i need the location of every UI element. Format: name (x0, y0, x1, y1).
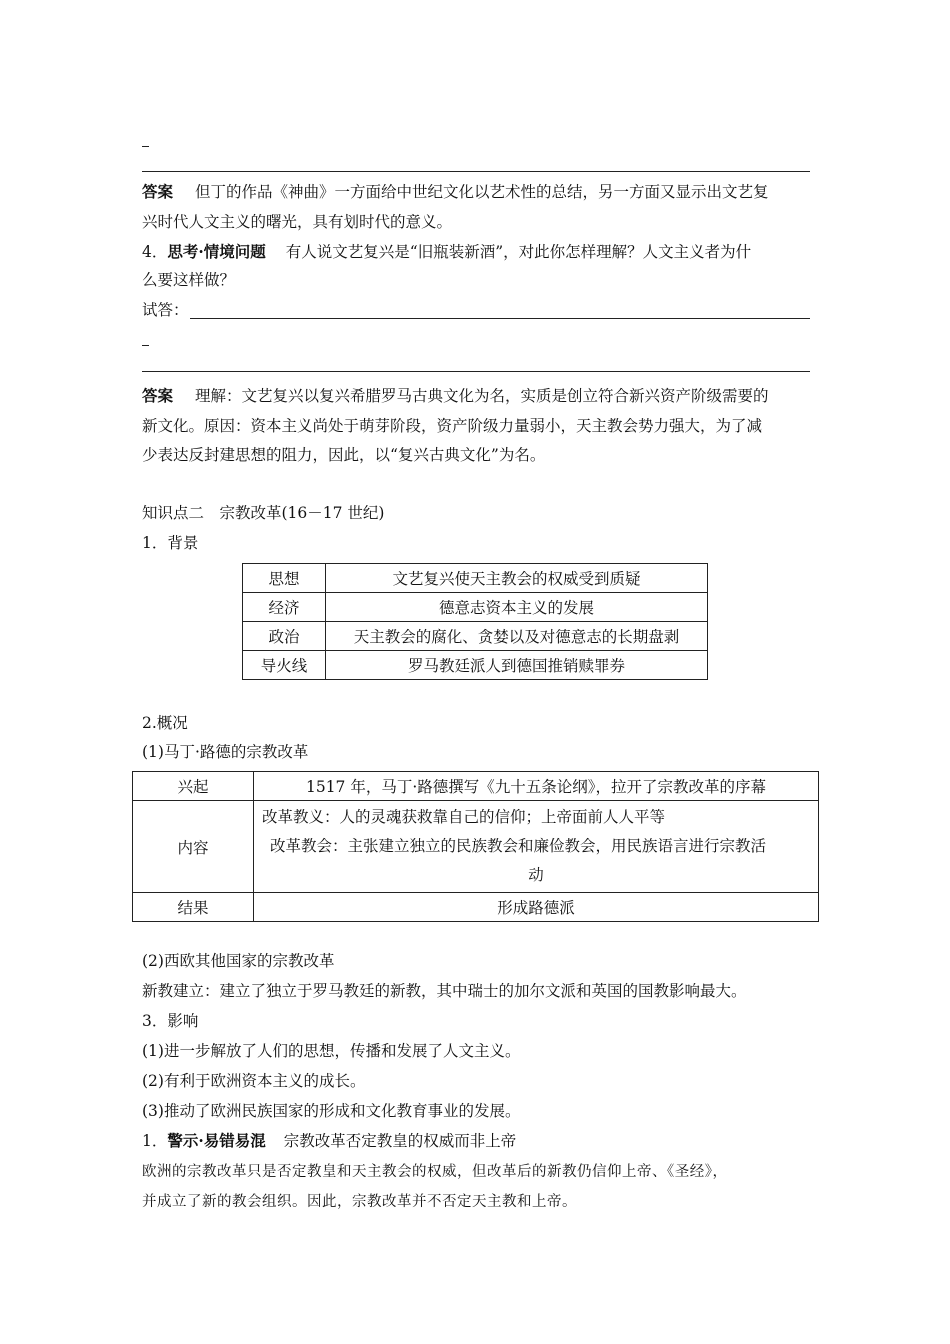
luther-table (132, 771, 819, 922)
table-row (243, 564, 708, 593)
table-cell-key: 导火线 (243, 651, 326, 680)
answer-text-line: 新文化。原因：资本主义尚处于萌芽阶段，资产阶级力量弱小，天主教会势力强大，为了减 (142, 417, 763, 435)
try-answer-label: 试答： (142, 301, 189, 319)
table-cell-key: 内容 (133, 801, 254, 893)
warning-title: 宗教改革否定教皇的权威而非上帝 (283, 1132, 517, 1150)
answer-blank-line (142, 171, 810, 172)
answer-blank-dash (142, 345, 149, 346)
question-number: 4． (142, 243, 168, 261)
impact-item: (3)推动了欧洲民族国家的形成和文化教育事业的发展。 (142, 1102, 521, 1120)
warning-number: 1． (142, 1132, 168, 1150)
table-cell-value: 罗马教廷派人到德国推销赎罪券 (326, 651, 708, 680)
background-table (242, 563, 708, 680)
question-text-line: 么要这样做？ (142, 271, 236, 289)
background-heading: 1．背景 (142, 534, 199, 552)
content-line: 改革教会：主张建立独立的民族教会和廉俭教会，用民族语言进行宗教活 (270, 837, 767, 855)
table-cell-value: 文艺复兴使天主教会的权威受到质疑 (326, 564, 708, 593)
table-row (243, 651, 708, 680)
answer-blank-dash (142, 146, 149, 147)
table-cell-value: 德意志资本主义的发展 (326, 593, 708, 622)
overview-heading: 2.概况 (142, 714, 188, 732)
answer-text-line: 少表达反封建思想的阻力，因此，以“复兴古典文化”为名。 (142, 446, 546, 464)
warning-text: 并成立了新的教会组织。因此，宗教改革并不否定天主教和上帝。 (142, 1194, 577, 1210)
content-line: 改革教义：人的灵魂获救靠自己的信仰；上帝面前人人平等 (262, 808, 666, 826)
section-title: 知识点二 宗教改革(16－17 世纪) (142, 504, 385, 522)
other-countries-heading: (2)西欧其他国家的宗教改革 (142, 952, 335, 970)
table-row (133, 772, 819, 801)
content-line: 动 (528, 866, 544, 884)
answer-label: 答案 (142, 386, 174, 405)
luther-heading: (1)马丁·路德的宗教改革 (142, 743, 309, 761)
warning-label: 警示·易错易混 (167, 1131, 266, 1150)
impact-item: (1)进一步解放了人们的思想，传播和发展了人文主义。 (142, 1042, 521, 1060)
table-cell-value: 1517 年，马丁·路德撰写《九十五条论纲》，拉开了宗教改革的序幕 (254, 772, 819, 801)
table-cell-value: 天主教会的腐化、贪婪以及对德意志的长期盘剥 (326, 622, 708, 651)
table-row (243, 622, 708, 651)
table-cell-key: 政治 (243, 622, 326, 651)
table-cell-value: 形成路德派 (254, 893, 819, 922)
answer-text: 理解：文艺复兴以复兴希腊罗马古典文化为名，实质是创立符合新兴资产阶级需要的 (195, 387, 769, 405)
warning-heading (142, 1131, 516, 1151)
table-cell-key: 经济 (243, 593, 326, 622)
table-cell-value (254, 801, 819, 893)
question-text: 有人说文艺复兴是“旧瓶装新酒”，对此你怎样理解？人文主义者为什 (285, 243, 752, 261)
other-countries-text: 新教建立：建立了独立于罗马教廷的新教，其中瑞士的加尔文派和英国的国教影响最大。 (142, 982, 747, 1000)
table-row (133, 801, 819, 893)
answer-paragraph-1 (142, 182, 769, 202)
impact-item: (2)有利于欧洲资本主义的成长。 (142, 1072, 366, 1090)
table-row (243, 593, 708, 622)
impact-heading: 3．影响 (142, 1012, 199, 1030)
try-answer-line[interactable] (190, 318, 810, 319)
answer-paragraph-2 (142, 386, 769, 406)
answer-blank-line[interactable] (142, 371, 810, 372)
warning-text: 欧洲的宗教改革只是否定教皇和天主教会的权威，但改革后的新教仍信仰上帝、《圣经》， (142, 1164, 728, 1180)
answer-text-line: 兴时代人文主义的曙光，具有划时代的意义。 (142, 213, 453, 231)
question-4 (142, 242, 751, 262)
table-row (133, 893, 819, 922)
question-label: 思考·情境问题 (167, 242, 266, 261)
answer-label: 答案 (142, 182, 174, 201)
table-cell-key: 思想 (243, 564, 326, 593)
table-cell-key: 兴起 (133, 772, 254, 801)
table-cell-key: 结果 (133, 893, 254, 922)
answer-text: 但丁的作品《神曲》一方面给中世纪文化以艺术性的总结，另一方面又显示出文艺复 (195, 183, 769, 201)
